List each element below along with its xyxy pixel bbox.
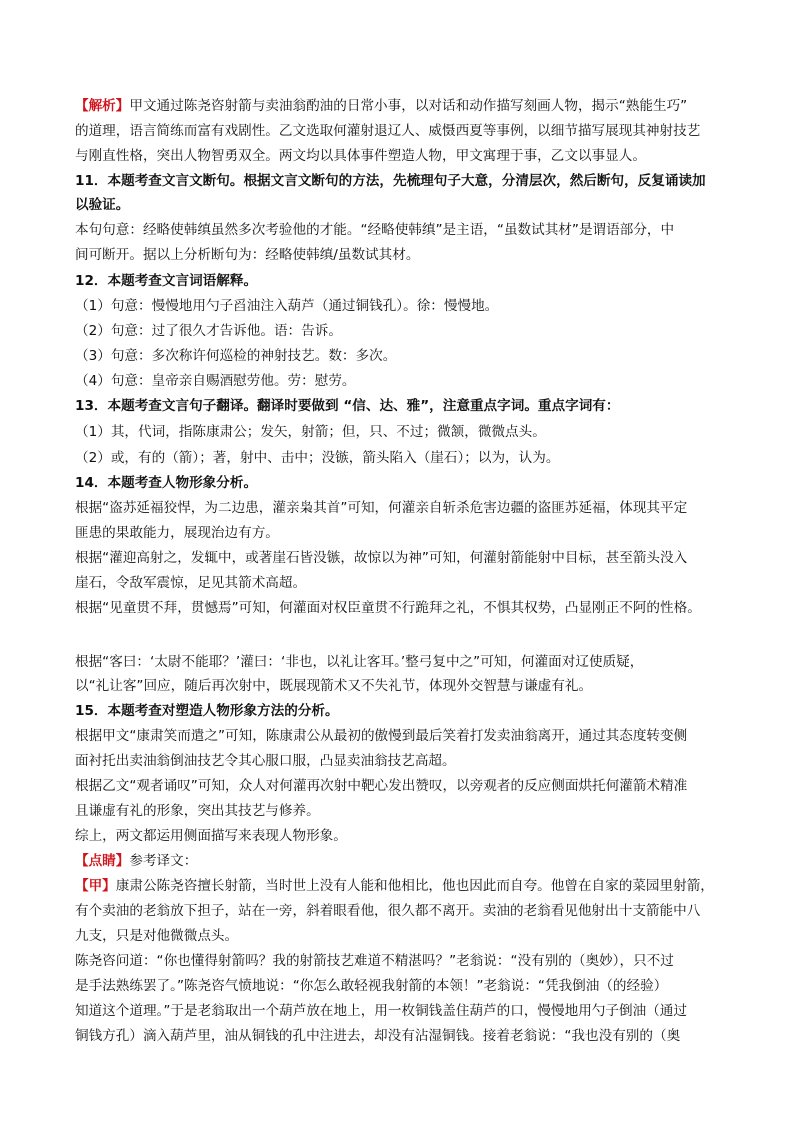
jia-tag: 【甲】 <box>75 878 116 894</box>
q14-p4-line-1: 根据“客曰：‘太尉不能耶？’灌曰：‘非也，以礼让客耳。’整弓复中之”可知，何灌面对辽使质疑， <box>75 654 644 670</box>
q11-body-2: 间可断开。据以上分析断句为：经略使韩缜/虽数试其材。 <box>75 247 420 263</box>
q14-heading: 14．本题考查人物形象分析。 <box>75 475 258 491</box>
translation-p2-line-2: 是手法熟练罢了。”陈尧咨气愤地说：“你怎么敢轻视我射箭的本领！”老翁说：“凭我倒油（的经验） <box>75 978 668 994</box>
translation-p1-line-1: 【甲】康肃公陈尧咨擅长射箭，当时世上没有人能和他相比，他也因此而自夸。他曾在自家的菜园里射箭， <box>75 878 714 894</box>
q12-item-1: （1）句意：慢慢地用勺子舀油注入葫芦（通过铜钱孔）。徐：慢慢地。 <box>75 298 499 314</box>
q15-p3-line-1: 综上，两文都运用侧面描写来表现人物形象。 <box>75 828 347 844</box>
q15-p2-line-1: 根据乙文“观者诵叹”可知，众人对何灌再次射中靶心发出赞叹，以旁观者的反应侧面烘托何灌箭术精准 <box>75 778 688 794</box>
q13-item-1: （1）其，代词，指陈康肃公；发矢，射箭；但，只、不过；微颔，微微点头。 <box>75 424 546 440</box>
q14-p2-line-1: 根据“灌迎高射之，发辄中，或著崖石皆没镞，故惊以为神”可知，何灌射箭能射中目标，甚至箭头没入 <box>75 550 688 566</box>
q14-p1-line-2: 匪患的果敢能力，展现治边有方。 <box>75 525 279 541</box>
q11-heading-1: 11．本题考查文言文断句。根据文言文断句的方法，先梳理句子大意，分清层次，然后断句，反复诵读加 <box>75 173 706 189</box>
analysis-tag: 【解析】 <box>75 98 130 114</box>
q11-body-1: 本句句意：经略使韩缜虽然多次考验他的才能。“经略使韩缜”是主语，“虽数试其材”是谓语部分，中 <box>75 222 675 238</box>
translation-p1-line-3: 九支，只是对他微微点头。 <box>75 928 239 944</box>
q15-p1-line-1: 根据甲文“康肃笑而遣之”可知，陈康肃公从最初的傲慢到最后笑着打发卖油翁离开，通过其态度转变侧 <box>75 728 688 744</box>
q15-p1-line-2: 面衬托出卖油翁倒油技艺令其心服口服，凸显卖油翁技艺高超。 <box>75 753 456 769</box>
q14-p4-line-2: 以“礼让客”回应，随后再次射中，既展现箭术又不失礼节，体现外交智慧与谦虚有礼。 <box>75 678 593 694</box>
q15-heading: 15．本题考查对塑造人物形象方法的分析。 <box>75 703 339 719</box>
q11-heading-2: 以验证。 <box>75 197 130 213</box>
translation-p2-line-4: 铜钱方孔）滴入葫芦里，油从铜钱的孔中注进去，却没有沾湿铜钱。接着老翁说：“我也没有别的（奥 <box>75 1028 681 1044</box>
q13-item-2: （2）或，有的（箭）；著，射中、击中；没镞，箭头陷入（崖石）；以为，认为。 <box>75 450 560 466</box>
analysis-line-3: 与刚直性格，突出人物智勇双全。两文均以具体事件塑造人物，甲文寓理于事，乙文以事显人。 <box>75 148 646 164</box>
q12-heading: 12．本题考查文言词语解释。 <box>75 273 258 289</box>
analysis-line-2: 的道理，语言简练而富有戏剧性。乙文选取何灌射退辽人、威慑西夏等事例，以细节描写展现其神射技艺 <box>75 123 701 139</box>
q12-item-3: （3）句意：多次称许何巡检的神射技艺。数：多次。 <box>75 348 397 364</box>
q15-p2-line-2: 且谦虚有礼的形象，突出其技艺与修养。 <box>75 803 320 819</box>
q13-heading: 13．本题考查文言句子翻译。翻译时要做到 “信、达、雅”，注意重点字词。重点字词有： <box>75 398 620 414</box>
translation-header <box>75 852 725 871</box>
q12-item-4: （4）句意：皇帝亲自赐酒慰劳他。劳：慰劳。 <box>75 373 356 389</box>
analysis-line-1: 【解析】甲文通过陈尧咨射箭与卖油翁酌油的日常小事，以对话和动作描写刻画人物，揭示“熟能生巧” <box>75 98 688 114</box>
translation-p1-line-2: 有个卖油的老翁放下担子，站在一旁，斜着眼看他，很久都不离开。卖油的老翁看见他射出十支箭能中八 <box>75 903 701 919</box>
highlight-tag: 【点睛】 <box>75 853 130 869</box>
q14-p1-line-1: 根据“盗苏延福狡悍，为二边患，灌亲枭其首”可知，何灌亲自斩杀危害边疆的盗匪苏延福，体现其平定 <box>75 500 688 516</box>
translation-p2-line-1: 陈尧咨问道：“你也懂得射箭吗？我的射箭技艺难道不精湛吗？”老翁说：“没有别的（奥妙），只不过 <box>75 953 674 969</box>
q14-p2-line-2: 崖石，令敌军震惊，足见其箭术高超。 <box>75 575 307 591</box>
q12-item-2: （2）句意：过了很久才告诉他。语：告诉。 <box>75 323 342 339</box>
q14-p3-line-1: 根据“见童贯不拜，贯憾焉”可知，何灌面对权臣童贯不行跪拜之礼，不惧其权势，凸显刚正不阿的性格。 <box>75 600 701 616</box>
translation-title: 参考译文： <box>129 853 198 869</box>
translation-p2-line-3: 知道这个道理。”于是老翁取出一个葫芦放在地上，用一枚铜钱盖住葫芦的口，慢慢地用勺子倒油（通过 <box>75 1003 687 1019</box>
